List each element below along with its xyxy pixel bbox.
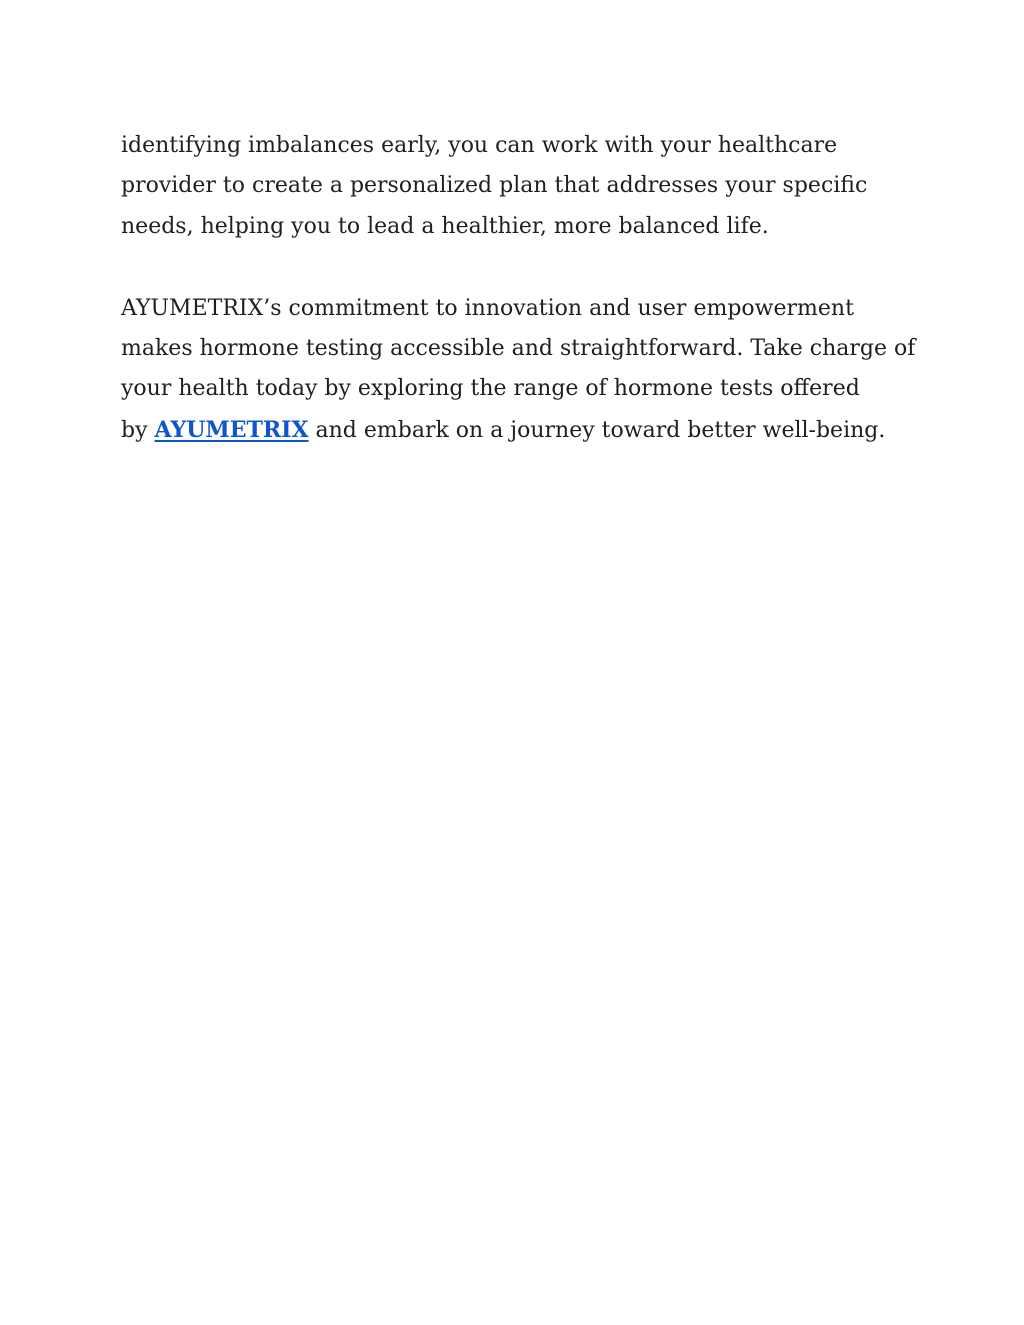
text-after-link: and embark on a journey toward better well-being. <box>308 417 886 443</box>
document-body <box>121 126 921 451</box>
text-line: your health today by exploring the range of hormone tests offered <box>121 376 860 402</box>
ayumetrix-link[interactable]: AYUMETRIX <box>154 416 309 443</box>
text-before-link: by <box>121 417 155 443</box>
text-line: AYUMETRIX’s commitment to innovation and user empowerment <box>121 295 854 321</box>
paragraph-imbalances <box>121 126 921 247</box>
text-line-with-link <box>121 410 921 451</box>
text-line: identifying imbalances early, you can work with your healthcare <box>121 133 838 158</box>
text-line: makes hormone testing accessible and straightforward. Take charge of <box>121 336 916 362</box>
text-line: needs, helping you to lead a healthier, more balanced life. <box>121 213 769 239</box>
paragraph-commitment <box>121 289 921 451</box>
text-line: provider to create a personalized plan that addresses your specific <box>121 173 868 199</box>
